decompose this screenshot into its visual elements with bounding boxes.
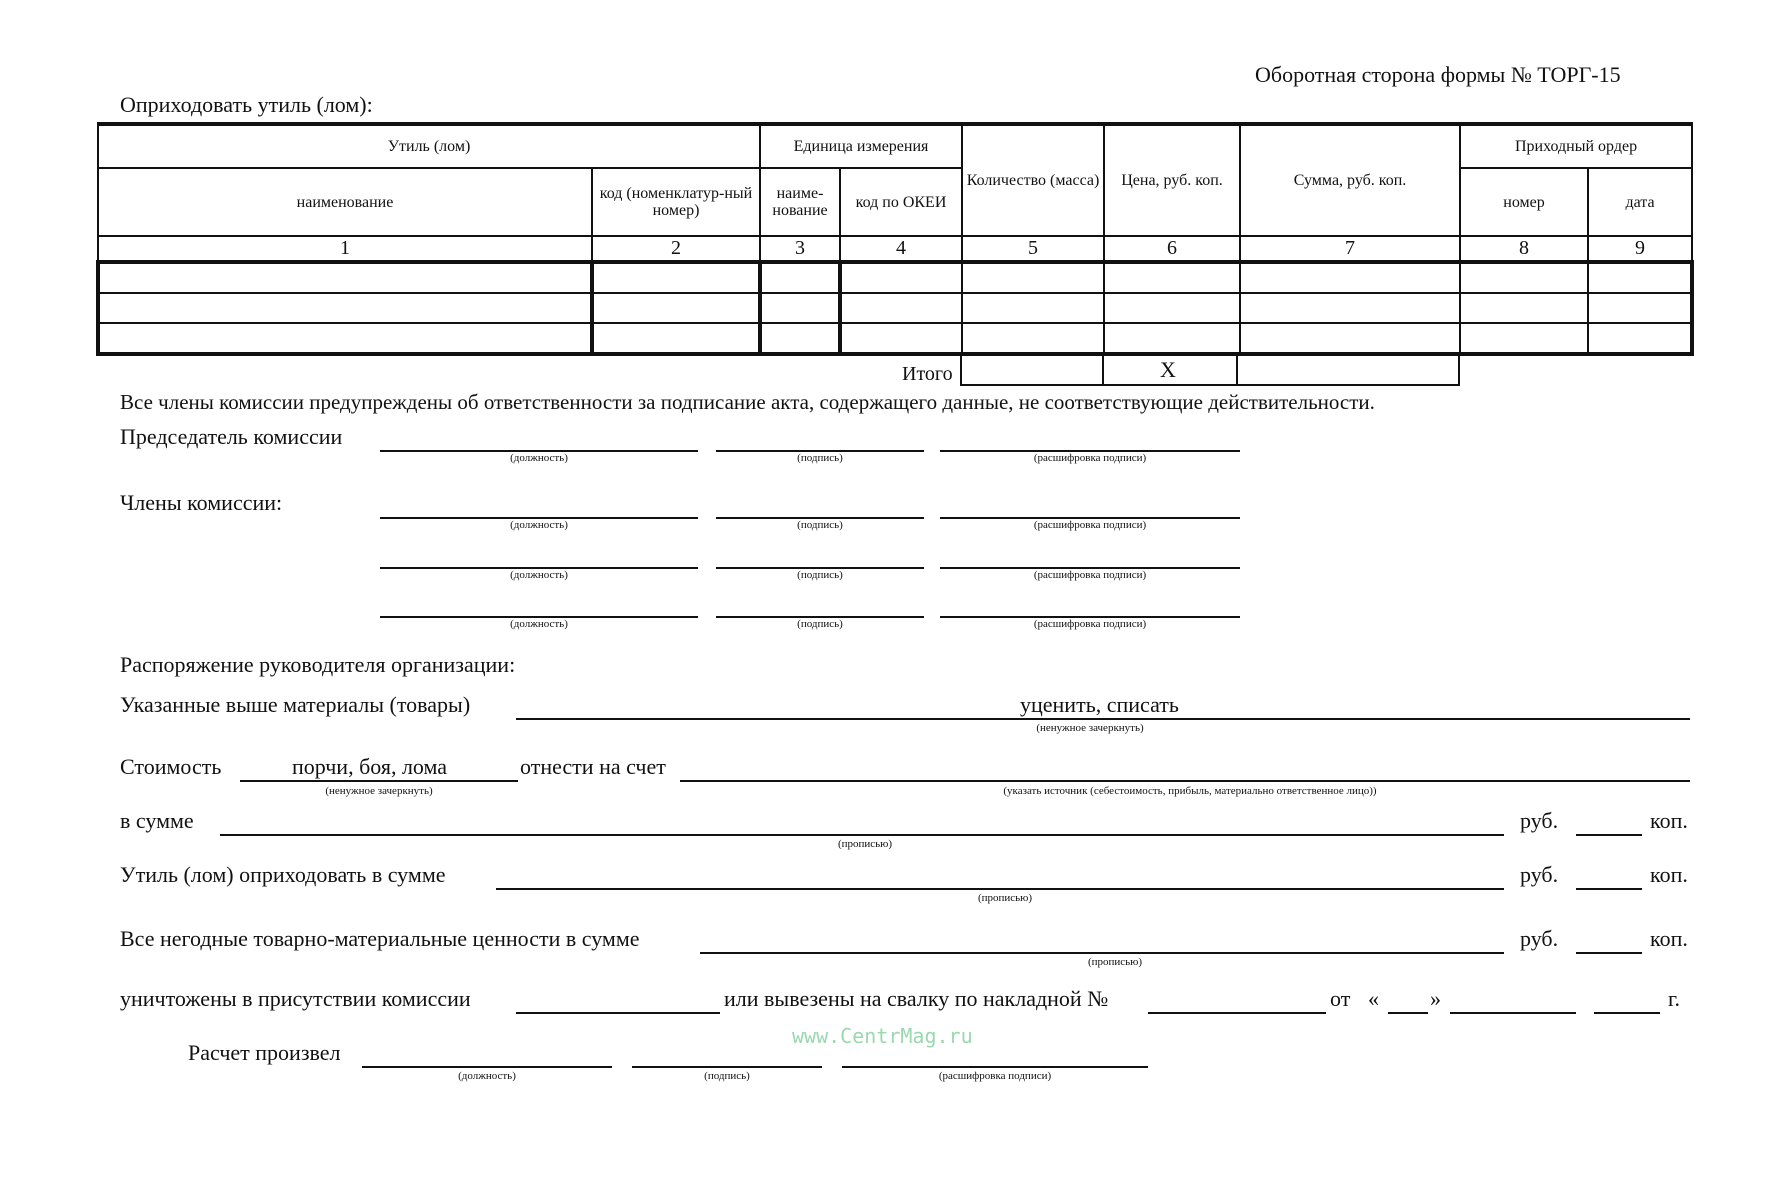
caption-strike-unneeded: (ненужное зачеркнуть)	[1036, 722, 1144, 734]
caption-signature: (подпись)	[797, 519, 843, 531]
header-code: код (номенклатур-ный номер)	[592, 168, 760, 236]
cell-code[interactable]	[592, 293, 760, 323]
cell-unit-name[interactable]	[760, 293, 840, 323]
column-number: 4	[840, 236, 962, 262]
caption-position: (должность)	[510, 569, 568, 581]
scrap-kop-label: коп.	[1650, 862, 1688, 887]
cell-sum[interactable]	[1240, 293, 1460, 323]
unfit-kop-line[interactable]	[1576, 952, 1642, 954]
cell-order-date[interactable]	[1588, 262, 1692, 293]
calc-decoding-line[interactable]	[842, 1066, 1148, 1068]
column-number: 1	[98, 236, 592, 262]
caption-position: (должность)	[458, 1070, 516, 1082]
column-number: 3	[760, 236, 840, 262]
cell-name[interactable]	[98, 323, 592, 354]
caption-source: (указать источник (себестоимость, прибыль, материально ответственное лицо))	[1003, 785, 1377, 797]
cell-quantity[interactable]	[962, 293, 1104, 323]
calc-signature-line[interactable]	[632, 1066, 822, 1068]
total-sum-cell[interactable]	[1238, 356, 1460, 386]
cell-sum[interactable]	[1240, 323, 1460, 354]
caption-decoding: (расшифровка подписи)	[1033, 519, 1147, 531]
calc-label: Расчет произвел	[188, 1040, 341, 1065]
unfit-line[interactable]	[700, 952, 1504, 954]
amount-rub-label: руб.	[1520, 808, 1559, 833]
cost-line[interactable]	[240, 780, 518, 782]
cell-order-number[interactable]	[1460, 293, 1588, 323]
scrap-line[interactable]	[496, 888, 1504, 890]
caption-signature: (подпись)	[797, 618, 843, 630]
caption-in-words: (прописью)	[837, 838, 893, 850]
cell-okei[interactable]	[840, 323, 962, 354]
warning-text: Все члены комиссии предупреждены об ответственности за подписание акта, содержащего данные, не соответствующие действительности.	[120, 390, 1375, 414]
cell-price[interactable]	[1104, 323, 1240, 354]
column-number: 5	[962, 236, 1104, 262]
column-number: 7	[1240, 236, 1460, 262]
year-suffix: г.	[1668, 986, 1681, 1011]
account-line[interactable]	[680, 780, 1690, 782]
header-okei: код по ОКЕИ	[840, 168, 962, 236]
cost-label: Стоимость	[120, 754, 222, 779]
cell-unit-name[interactable]	[760, 262, 840, 293]
amount-kop-line[interactable]	[1576, 834, 1642, 836]
cell-price[interactable]	[1104, 293, 1240, 323]
caption-position: (должность)	[510, 519, 568, 531]
header-quantity: Количество (масса)	[962, 124, 1104, 236]
table-row	[98, 293, 1692, 323]
section-title: Оприходовать утиль (лом):	[120, 92, 373, 117]
caption-signature: (подпись)	[797, 569, 843, 581]
materials-value: уценить, списать	[1020, 692, 1179, 717]
header-order-number: номер	[1460, 168, 1588, 236]
watermark: www.CentrMag.ru	[792, 1024, 973, 1048]
quote-open: «	[1368, 986, 1379, 1011]
quote-close: »	[1430, 986, 1441, 1011]
header-util-group: Утиль (лом)	[98, 124, 760, 168]
materials-label: Указанные выше материалы (товары)	[120, 692, 471, 717]
unfit-rub-label: руб.	[1520, 926, 1559, 951]
scrap-label: Утиль (лом) оприходовать в сумме	[120, 862, 446, 887]
year-line[interactable]	[1594, 1012, 1660, 1014]
waybill-number-line[interactable]	[1148, 1012, 1326, 1014]
cell-code[interactable]	[592, 262, 760, 293]
members-label: Члены комиссии:	[120, 490, 283, 515]
form-title: Оборотная сторона формы № ТОРГ-15	[1255, 62, 1621, 87]
cell-okei[interactable]	[840, 262, 962, 293]
cell-order-date[interactable]	[1588, 293, 1692, 323]
amount-line[interactable]	[220, 834, 1504, 836]
column-number: 6	[1104, 236, 1240, 262]
header-name: наименование	[98, 168, 592, 236]
scrap-table	[96, 122, 1694, 356]
unfit-kop-label: коп.	[1650, 926, 1688, 951]
unfit-label: Все негодные товарно-материальные ценности в сумме	[120, 926, 640, 951]
chairman-label: Председатель комиссии	[120, 424, 343, 449]
month-line[interactable]	[1450, 1012, 1576, 1014]
scrap-rub-label: руб.	[1520, 862, 1559, 887]
caption-position: (должность)	[510, 618, 568, 630]
cell-code[interactable]	[592, 323, 760, 354]
order-label: Распоряжение руководителя организации:	[120, 652, 516, 677]
day-line[interactable]	[1388, 1012, 1428, 1014]
caption-position: (должность)	[510, 452, 568, 464]
total-price-mark: X	[1160, 357, 1176, 382]
column-number: 8	[1460, 236, 1588, 262]
header-price: Цена, руб. коп.	[1104, 124, 1240, 236]
cell-sum[interactable]	[1240, 262, 1460, 293]
cell-order-number[interactable]	[1460, 262, 1588, 293]
caption-in-words: (прописью)	[1087, 956, 1143, 968]
header-sum: Сумма, руб. коп.	[1240, 124, 1460, 236]
caption-decoding: (расшифровка подписи)	[938, 1070, 1052, 1082]
materials-line[interactable]	[516, 718, 1690, 720]
total-price-cell	[1100, 356, 1238, 386]
column-number: 9	[1588, 236, 1692, 262]
table-row	[98, 323, 1692, 354]
caption-decoding: (расшифровка подписи)	[1033, 569, 1147, 581]
column-number: 2	[592, 236, 760, 262]
header-unit-group: Единица измерения	[760, 124, 962, 168]
amount-label: в сумме	[120, 808, 194, 833]
from-label: от	[1330, 986, 1351, 1011]
dumped-label: или вывезены на свалку по накладной №	[724, 986, 1109, 1011]
cell-name[interactable]	[98, 293, 592, 323]
caption-decoding: (расшифровка подписи)	[1033, 452, 1147, 464]
table-row	[98, 262, 1692, 293]
account-label: отнести на счет	[520, 754, 666, 779]
caption-decoding: (расшифровка подписи)	[1033, 618, 1147, 630]
header-order-date: дата	[1588, 168, 1692, 236]
cell-okei[interactable]	[840, 293, 962, 323]
cell-price[interactable]	[1104, 262, 1240, 293]
total-quantity-cell[interactable]	[960, 356, 1104, 386]
caption-in-words: (прописью)	[977, 892, 1033, 904]
caption-strike-unneeded: (ненужное зачеркнуть)	[325, 785, 433, 797]
calc-position-line[interactable]	[362, 1066, 612, 1068]
cell-unit-name[interactable]	[760, 323, 840, 354]
cell-quantity[interactable]	[962, 323, 1104, 354]
total-label: Итого	[902, 363, 953, 385]
caption-signature: (подпись)	[704, 1070, 750, 1082]
caption-signature: (подпись)	[797, 452, 843, 464]
destroyed-line[interactable]	[516, 1012, 720, 1014]
cost-value: порчи, боя, лома	[292, 754, 448, 779]
amount-kop-label: коп.	[1650, 808, 1688, 833]
destroyed-label: уничтожены в присутствии комиссии	[120, 986, 471, 1011]
cell-name[interactable]	[98, 262, 592, 293]
header-order-group: Приходный ордер	[1460, 124, 1692, 168]
header-unit-name: наиме-нование	[760, 168, 840, 236]
scrap-kop-line[interactable]	[1576, 888, 1642, 890]
cell-quantity[interactable]	[962, 262, 1104, 293]
cell-order-number[interactable]	[1460, 323, 1588, 354]
cell-order-date[interactable]	[1588, 323, 1692, 354]
